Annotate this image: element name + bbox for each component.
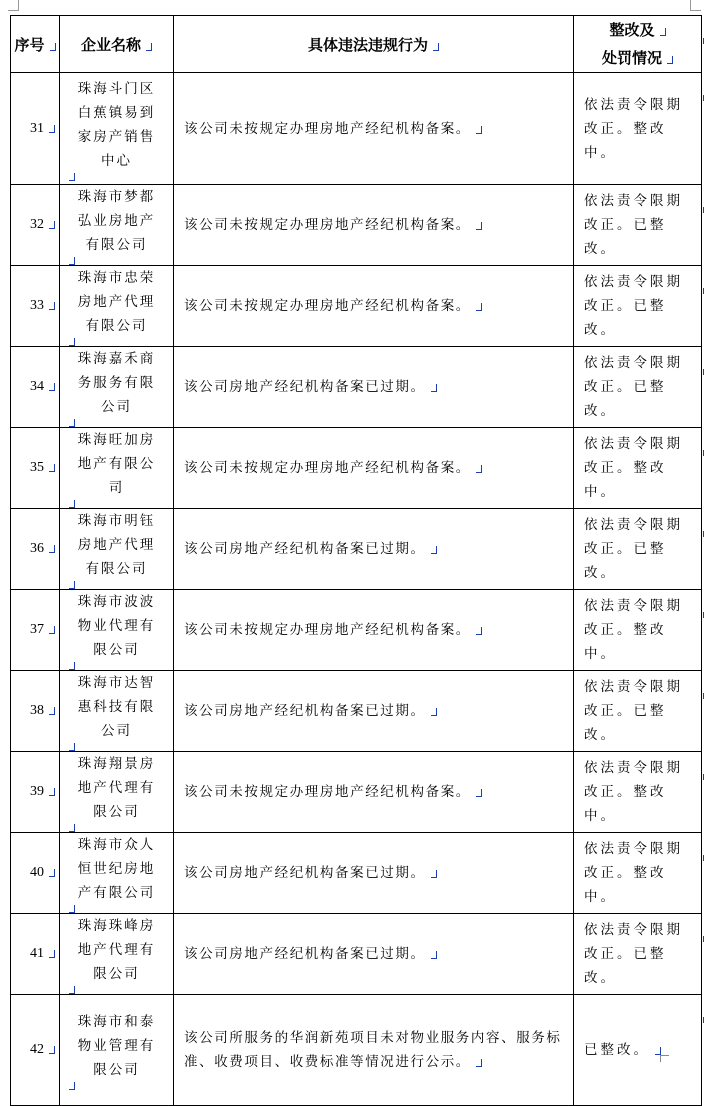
paragraph-mark-icon xyxy=(69,500,75,508)
status-cell xyxy=(574,995,702,1106)
status-line: 改正。已整改。 xyxy=(584,946,667,986)
paragraph-mark-icon xyxy=(49,464,55,472)
paragraph-mark-icon xyxy=(69,1082,75,1090)
company-name-line: 限公司 xyxy=(64,800,169,832)
company-name-cell xyxy=(60,428,174,509)
status-line: 改正。已整改。 xyxy=(584,298,667,338)
violations-table xyxy=(10,15,702,1106)
paragraph-mark-icon xyxy=(49,1046,55,1054)
paragraph-mark-icon xyxy=(49,221,55,229)
row-end-mark-icon xyxy=(703,95,708,101)
row-index: 41 xyxy=(11,914,60,995)
row-end-mark-icon xyxy=(703,774,708,780)
paragraph-mark-icon xyxy=(667,56,673,64)
status-cell xyxy=(574,914,702,995)
company-name-line: 地产有限公 xyxy=(77,456,156,472)
violation-cell: 该公司未按规定办理房地产经纪机构备案。 xyxy=(174,590,574,671)
company-name-line: 中心 xyxy=(64,149,169,181)
company-name-line: 公司 xyxy=(64,395,169,427)
paragraph-mark-icon xyxy=(49,788,55,796)
company-name-line: 限公司 xyxy=(64,1058,169,1090)
status-line: 依法责令限期 xyxy=(584,517,683,533)
status-line: 依法责令限期 xyxy=(584,598,683,614)
row-index: 33 xyxy=(11,266,60,347)
table-row xyxy=(11,266,702,347)
row-end-mark-icon xyxy=(703,531,708,537)
paragraph-mark-icon xyxy=(69,419,75,427)
violation-cell: 该公司房地产经纪机构备案已过期。 xyxy=(174,914,574,995)
paragraph-mark-icon xyxy=(69,581,75,589)
paragraph-mark-icon xyxy=(49,626,55,634)
company-name-line: 珠海市忠荣 xyxy=(77,270,156,286)
paragraph-mark-icon xyxy=(660,28,666,36)
status-cell xyxy=(574,509,702,590)
company-name-line: 珠海翔景房 xyxy=(77,756,156,772)
company-name-line: 珠海市众人 xyxy=(77,837,156,853)
paragraph-mark-icon xyxy=(69,173,75,181)
table-row xyxy=(11,833,702,914)
company-name-line: 产有限公司 xyxy=(64,881,169,913)
paragraph-mark-icon xyxy=(431,870,437,878)
status-line: 改正。已整改。 xyxy=(584,703,667,743)
paragraph-mark-icon xyxy=(49,125,55,133)
status-line: 依法责令限期 xyxy=(584,274,683,290)
company-name-line: 房地产代理 xyxy=(77,537,156,553)
company-name-cell xyxy=(60,73,174,185)
row-index: 35 xyxy=(11,428,60,509)
company-name-line: 务服务有限 xyxy=(77,375,156,391)
status-line: 改正。整改中。 xyxy=(584,622,667,662)
row-index: 32 xyxy=(11,185,60,266)
status-line: 改正。已整改。 xyxy=(584,217,667,257)
row-index: 34 xyxy=(11,347,60,428)
header-status: 整改及 处罚情况 xyxy=(574,16,702,73)
company-name-line: 弘业房地产 xyxy=(77,213,156,229)
paragraph-mark-icon xyxy=(49,869,55,877)
violation-cell: 该公司房地产经纪机构备案已过期。 xyxy=(174,833,574,914)
company-name-line: 有限公司 xyxy=(64,233,169,265)
row-index: 40 xyxy=(11,833,60,914)
status-line: 依法责令限期 xyxy=(584,760,683,776)
status-line: 依法责令限期 xyxy=(584,841,683,857)
company-name-line: 珠海斗门区 xyxy=(77,80,156,97)
row-end-mark-icon xyxy=(703,693,708,699)
row-end-mark-icon xyxy=(703,38,708,44)
paragraph-mark-icon xyxy=(49,302,55,310)
company-name-line: 惠科技有限 xyxy=(77,699,156,715)
row-index: 36 xyxy=(11,509,60,590)
paragraph-mark-icon xyxy=(69,257,75,265)
status-line: 依法责令限期 xyxy=(584,193,683,209)
status-cell xyxy=(574,833,702,914)
row-index: 39 xyxy=(11,752,60,833)
company-name-line: 司 xyxy=(64,476,169,508)
page-corner-mark xyxy=(660,1055,669,1062)
status-line: 依法责令限期 xyxy=(584,355,683,371)
status-line: 改正。整改中。 xyxy=(584,784,667,824)
violation-cell: 该公司房地产经纪机构备案已过期。 xyxy=(174,347,574,428)
company-name-cell xyxy=(60,185,174,266)
row-end-mark-icon xyxy=(703,936,708,942)
paragraph-mark-icon xyxy=(431,708,437,716)
header-violation: 具体违法违规行为 xyxy=(174,16,574,73)
company-name-cell xyxy=(60,509,174,590)
row-end-mark-icon xyxy=(703,369,708,375)
paragraph-mark-icon xyxy=(69,743,75,751)
paragraph-mark-icon xyxy=(476,627,482,635)
company-name-line: 恒世纪房地 xyxy=(77,861,156,877)
company-name-line: 公司 xyxy=(64,719,169,751)
paragraph-mark-icon xyxy=(50,43,56,51)
status-cell xyxy=(574,266,702,347)
table-row xyxy=(11,590,702,671)
company-name-line: 限公司 xyxy=(64,638,169,670)
paragraph-mark-icon xyxy=(69,662,75,670)
paragraph-mark-icon xyxy=(69,986,75,994)
paragraph-mark-icon xyxy=(49,950,55,958)
row-end-mark-icon xyxy=(703,207,708,213)
company-name-cell xyxy=(60,752,174,833)
violation-cell: 该公司房地产经纪机构备案已过期。 xyxy=(174,671,574,752)
status-line: 依法责令限期 xyxy=(584,96,683,113)
company-name-line: 珠海嘉禾商 xyxy=(77,351,156,367)
violation-cell: 该公司未按规定办理房地产经纪机构备案。 xyxy=(174,185,574,266)
company-name-cell xyxy=(60,590,174,671)
paragraph-mark-icon xyxy=(69,338,75,346)
company-name-line: 珠海市达智 xyxy=(77,675,156,691)
company-name-cell xyxy=(60,995,174,1106)
violation-cell: 该公司未按规定办理房地产经纪机构备案。 xyxy=(174,752,574,833)
status-line: 依法责令限期 xyxy=(584,436,683,452)
paragraph-mark-icon xyxy=(476,303,482,311)
violation-cell: 该公司所服务的华润新苑项目未对物业服务内容、服务标准、收费项目、收费标准等情况进行公示。 xyxy=(174,995,574,1106)
company-name-line: 有限公司 xyxy=(64,557,169,589)
table-row xyxy=(11,671,702,752)
paragraph-mark-icon xyxy=(146,43,152,51)
paragraph-mark-icon xyxy=(431,951,437,959)
company-name-line: 白蕉镇易到 xyxy=(77,104,156,121)
company-name-cell xyxy=(60,833,174,914)
status-line: 改正。整改中。 xyxy=(584,865,667,905)
company-name-line: 物业管理有 xyxy=(77,1038,156,1054)
page-corner-mark xyxy=(8,0,19,11)
paragraph-mark-icon xyxy=(655,1047,661,1055)
status-cell xyxy=(574,185,702,266)
status-line: 改正。整改中。 xyxy=(584,120,667,161)
table-row xyxy=(11,428,702,509)
status-cell xyxy=(574,73,702,185)
company-name-line: 物业代理有 xyxy=(77,618,156,634)
row-end-mark-icon xyxy=(703,1017,708,1023)
table-row xyxy=(11,752,702,833)
paragraph-mark-icon xyxy=(49,383,55,391)
company-name-line: 限公司 xyxy=(64,962,169,994)
paragraph-mark-icon xyxy=(476,126,482,134)
row-index: 31 xyxy=(11,73,60,185)
row-index: 38 xyxy=(11,671,60,752)
row-end-mark-icon xyxy=(703,450,708,456)
company-name-cell xyxy=(60,347,174,428)
status-cell xyxy=(574,590,702,671)
status-line: 改正。整改中。 xyxy=(584,460,667,500)
violation-cell: 该公司房地产经纪机构备案已过期。 xyxy=(174,509,574,590)
paragraph-mark-icon xyxy=(49,707,55,715)
status-cell xyxy=(574,347,702,428)
company-name-line: 珠海市波波 xyxy=(77,594,156,610)
violation-cell: 该公司未按规定办理房地产经纪机构备案。 xyxy=(174,266,574,347)
status-line: 依法责令限期 xyxy=(584,922,683,938)
paragraph-mark-icon xyxy=(69,905,75,913)
paragraph-mark-icon xyxy=(476,465,482,473)
company-name-line: 珠海珠峰房 xyxy=(77,918,156,934)
violation-cell: 该公司未按规定办理房地产经纪机构备案。 xyxy=(174,428,574,509)
paragraph-mark-icon xyxy=(433,43,439,51)
header-index: 序号 xyxy=(11,16,60,73)
table-row xyxy=(11,347,702,428)
paragraph-mark-icon xyxy=(431,546,437,554)
paragraph-mark-icon xyxy=(431,384,437,392)
status-line: 改正。已整改。 xyxy=(584,541,667,581)
company-name-line: 房地产代理 xyxy=(77,294,156,310)
paragraph-mark-icon xyxy=(476,1059,482,1067)
status-line: 已整改。 xyxy=(584,1038,697,1062)
row-end-mark-icon xyxy=(703,855,708,861)
row-index: 42 xyxy=(11,995,60,1106)
company-name-cell xyxy=(60,266,174,347)
company-name-line: 地产代理有 xyxy=(77,780,156,796)
status-line: 改正。已整改。 xyxy=(584,379,667,419)
company-name-line: 珠海旺加房 xyxy=(77,432,156,448)
company-name-line: 珠海市明钰 xyxy=(77,513,156,529)
company-name-line: 有限公司 xyxy=(64,314,169,346)
company-name-cell xyxy=(60,671,174,752)
table-row xyxy=(11,185,702,266)
header-company: 企业名称 xyxy=(60,16,174,73)
paragraph-mark-icon xyxy=(476,222,482,230)
table-row xyxy=(11,914,702,995)
company-name-line: 地产代理有 xyxy=(77,942,156,958)
company-name-cell xyxy=(60,914,174,995)
company-name-line: 家房产销售 xyxy=(77,128,156,145)
paragraph-mark-icon xyxy=(476,789,482,797)
page-corner-mark xyxy=(690,0,701,11)
status-cell xyxy=(574,671,702,752)
table-row xyxy=(11,995,702,1106)
status-cell xyxy=(574,428,702,509)
paragraph-mark-icon xyxy=(69,824,75,832)
company-name-line: 珠海市梦都 xyxy=(77,189,156,205)
table-header-row xyxy=(11,16,702,73)
paragraph-mark-icon xyxy=(49,545,55,553)
status-cell xyxy=(574,752,702,833)
status-line: 依法责令限期 xyxy=(584,679,683,695)
row-end-mark-icon xyxy=(703,288,708,294)
violation-cell: 该公司未按规定办理房地产经纪机构备案。 xyxy=(174,73,574,185)
row-end-mark-icon xyxy=(703,612,708,618)
table-row xyxy=(11,73,702,185)
table-row xyxy=(11,509,702,590)
company-name-line: 珠海市和泰 xyxy=(77,1014,156,1030)
row-index: 37 xyxy=(11,590,60,671)
